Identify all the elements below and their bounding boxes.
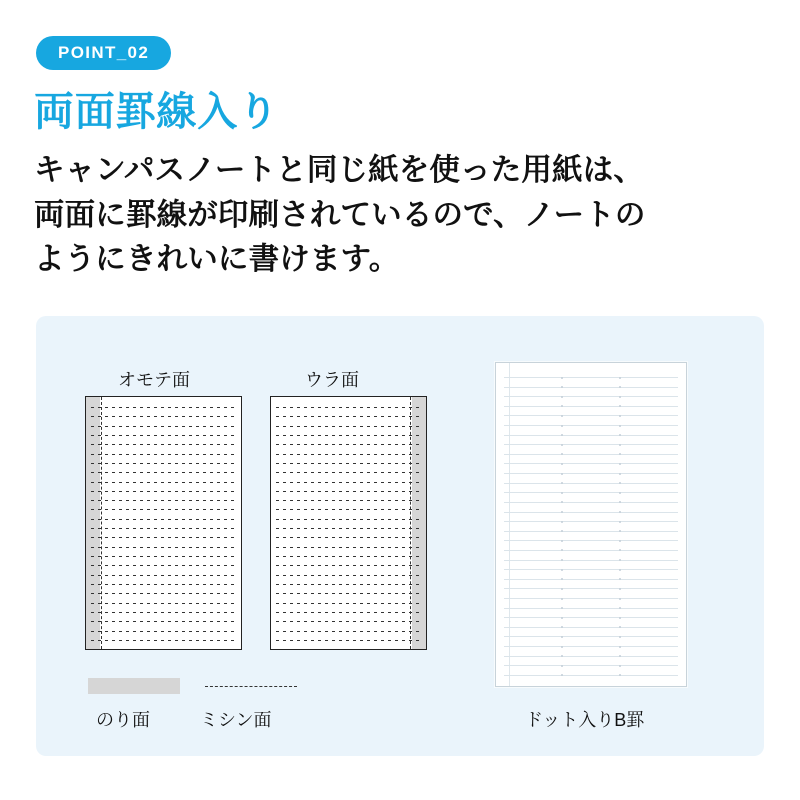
page-title: 両面罫線入り: [34, 90, 279, 134]
notebook-rules: [504, 377, 678, 676]
front-sheet-illustration: [85, 396, 242, 650]
legend-glue-label: のり面: [96, 710, 150, 730]
back-sheet-illustration: [270, 396, 427, 650]
body-copy: [34, 148, 774, 282]
front-sheet-rules: [91, 407, 236, 641]
front-sheet-label: オモテ面: [118, 370, 190, 390]
legend-perforation-label: ミシン面: [200, 710, 272, 730]
point-badge-label: POINT_02: [58, 43, 150, 62]
back-sheet-rules: [276, 407, 421, 641]
body-copy-line-2: 両面に罫線が印刷されているので、ノートの: [34, 197, 646, 232]
body-copy-line-1: キャンパスノートと同じ紙を使った用紙は、: [34, 153, 644, 187]
legend-perforation-swatch: [205, 686, 297, 687]
notebook-caption: ドット入りB罫: [525, 710, 645, 730]
point-badge: [36, 36, 171, 70]
notebook-page-illustration: [495, 362, 687, 687]
back-sheet-label: ウラ面: [305, 370, 359, 390]
legend-glue-swatch: [88, 678, 180, 694]
body-copy-line-3: ようにきれいに書けます。: [34, 242, 400, 277]
